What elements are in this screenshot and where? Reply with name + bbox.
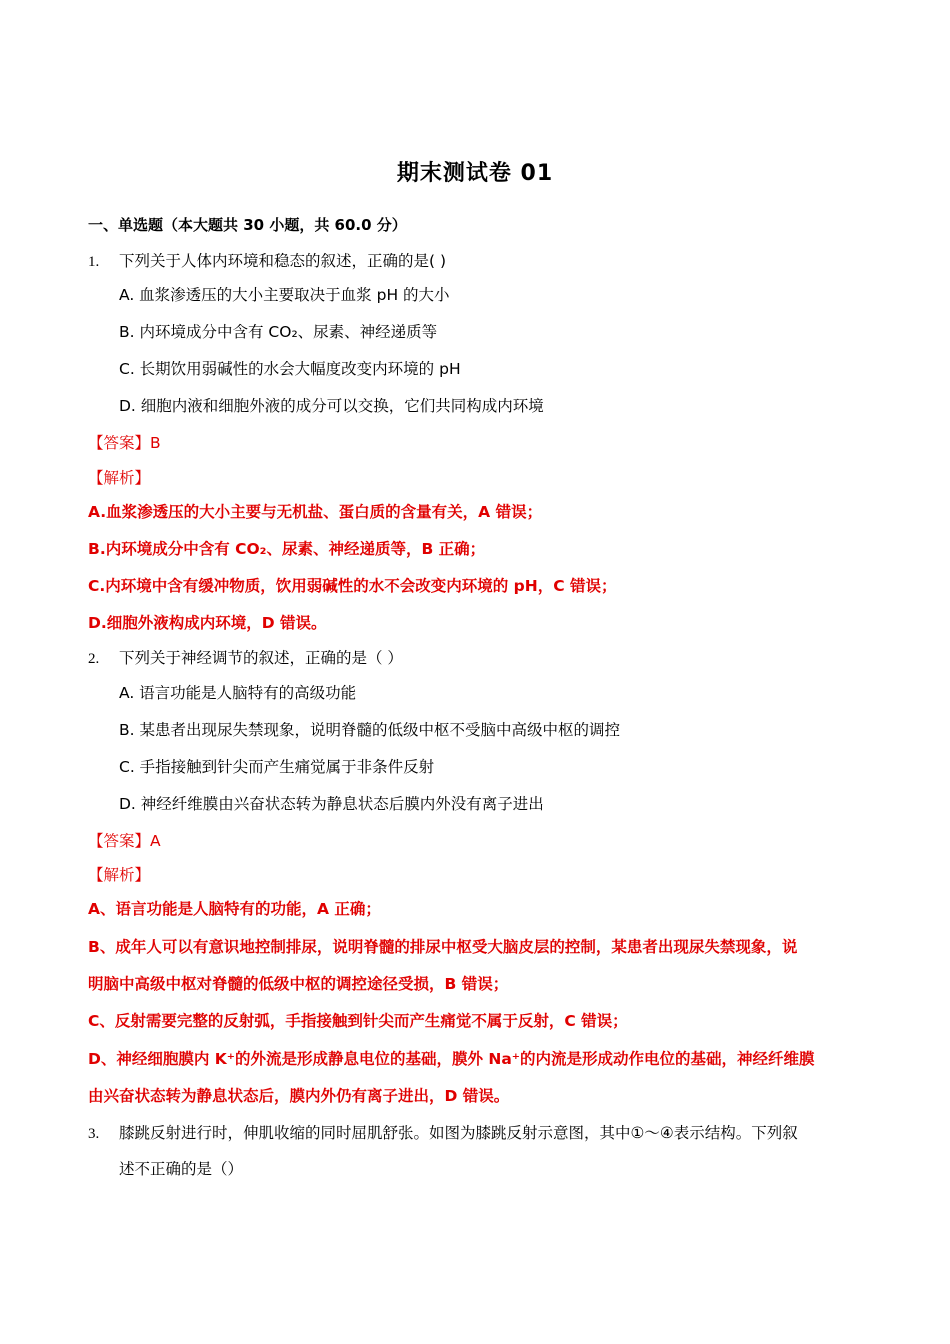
analysis-line: 明脑中高级中枢对脊髓的低级中枢的调控途径受损，B 错误； bbox=[88, 975, 509, 993]
option-a: A. 语言功能是人脑特有的高级功能 bbox=[119, 684, 357, 702]
option-c: C. 手指接触到针尖而产生痛觉属于非条件反射 bbox=[119, 758, 435, 776]
analysis-line: D.细胞外液构成内环境，D 错误。 bbox=[88, 614, 327, 632]
analysis-label: 【解析】 bbox=[88, 866, 151, 884]
question-stem-continued: 述不正确的是（） bbox=[119, 1160, 244, 1178]
analysis-line: A.血浆渗透压的大小主要与无机盐、蛋白质的含量有关，A 错误； bbox=[88, 503, 543, 521]
analysis-line: B.内环境成分中含有 CO₂、尿素、神经递质等，B 正确； bbox=[88, 540, 486, 558]
answer-label: 【答案】B bbox=[88, 434, 161, 452]
option-d: D. 神经纤维膜由兴奋状态转为静息状态后膜内外没有离子进出 bbox=[119, 795, 544, 813]
option-a: A. 血浆渗透压的大小主要取决于血浆 pH 的大小 bbox=[119, 286, 450, 304]
analysis-label: 【解析】 bbox=[88, 469, 151, 487]
analysis-line: 由兴奋状态转为静息状态后，膜内外仍有离子进出，D 错误。 bbox=[88, 1087, 510, 1105]
option-b: B. 内环境成分中含有 CO₂、尿素、神经递质等 bbox=[119, 323, 438, 341]
option-d: D. 细胞内液和细胞外液的成分可以交换，它们共同构成内环境 bbox=[119, 397, 544, 415]
analysis-line: A、语言功能是人脑特有的功能，A 正确； bbox=[88, 900, 381, 918]
question-number: 3. bbox=[88, 1126, 100, 1142]
question-stem: 膝跳反射进行时，伸肌收缩的同时屈肌舒张。如图为膝跳反射示意图，其中①～④表示结构。下列叙 bbox=[119, 1124, 798, 1142]
section-heading: 一、单选题（本大题共 30 小题，共 60.0 分） bbox=[88, 216, 407, 234]
option-b: B. 某患者出现尿失禁现象，说明脊髓的低级中枢不受脑中高级中枢的调控 bbox=[119, 721, 620, 739]
answer-label: 【答案】A bbox=[88, 832, 161, 850]
analysis-line: D、神经细胞膜内 K⁺的外流是形成静息电位的基础，膜外 Na⁺的内流是形成动作电位的基础，神经纤维膜 bbox=[88, 1050, 815, 1068]
question-stem: 下列关于人体内环境和稳态的叙述，正确的是( ) bbox=[119, 252, 447, 270]
question-stem: 下列关于神经调节的叙述，正确的是（ ） bbox=[119, 649, 403, 667]
question-number: 1. bbox=[88, 254, 100, 270]
question-number: 2. bbox=[88, 651, 100, 667]
analysis-line: B、成年人可以有意识地控制排尿，说明脊髓的排尿中枢受大脑皮层的控制，某患者出现尿失禁现象，说 bbox=[88, 938, 798, 956]
analysis-line: C、反射需要完整的反射弧，手指接触到针尖而产生痛觉不属于反射，C 错误； bbox=[88, 1012, 628, 1030]
page-title: 期末测试卷 01 bbox=[396, 161, 554, 186]
analysis-line: C.内环境中含有缓冲物质，饮用弱碱性的水不会改变内环境的 pH，C 错误； bbox=[88, 577, 617, 595]
option-c: C. 长期饮用弱碱性的水会大幅度改变内环境的 pH bbox=[119, 360, 461, 378]
